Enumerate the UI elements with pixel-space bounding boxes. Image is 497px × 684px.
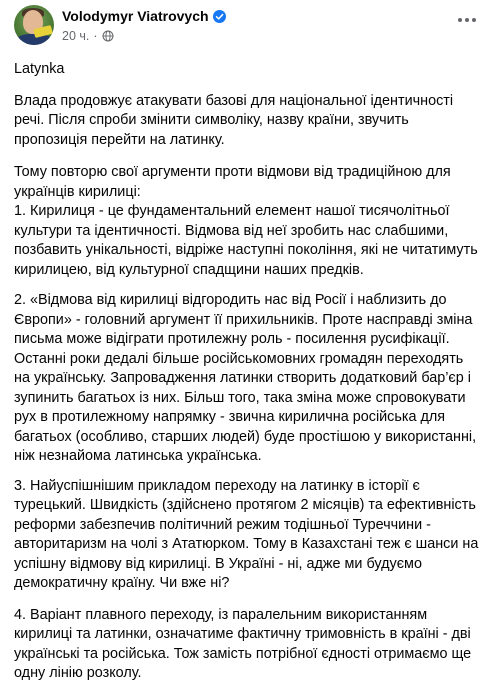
post-paragraph-point-1: 1. Кирилиця - це фундаментальний елемент нашої тисячолітньої культури та ідентичності. Відмова від неї зробить нас слабшими, позбавить унікальності, відріже наступні покоління, які не читатимуть кирилицею, від культурної спадщини наших предків. (14, 203, 478, 278)
post-body (14, 60, 483, 684)
meta-separator: · (93, 29, 98, 43)
post-paragraph-point-3: 3. Найуспішнішим прикладом переходу на латинку в історії є турецький. Швидкість (здійснено протягом 2 місяців) та ефективність реформи забезпечив політичний режим тодішньої Туреччини - авторитаризм на чолі з Ататюрком. Тому в Казахстані теж є шанси на успішну відмову від кирилиці. В Україні - ні, адже ми будуємо демократичну країну. Чи вже ні? (14, 477, 479, 591)
verified-badge-icon (213, 10, 226, 23)
post-paragraph-point-4: 4. Варіант плавного переходу, із паралельним використанням кирилиці та латинки, означатиме фактичну тримовність в країні - дві українські та російська. Тож замість потрібної єдності отримаємо ще одну лінію розколу. (14, 606, 472, 681)
author-name[interactable]: Volodymyr Viatrovych (62, 8, 209, 24)
post-options-button[interactable] (455, 8, 479, 32)
post-paragraph-point-2: 2. «Відмова від кирилиці відгородить нас від Росії і наблизить до Європи» - головний аргумент її прихильників. Проте насправді зміна письма може відіграти протилежну роль - посилення русифікації. Останні роки дедалі більше російськомовних громадян переходять на українську. Запровадження латинки створить додатковий бар’єр і зупинить багатьох із них. Більш того, така зміна може спровокувати рух в протилежному напрямку - звична кирилична російська для багатьох (особливо, старших людей) буде простішою у використанні, ніж незнайома латинська українська. (14, 292, 477, 464)
post-timestamp[interactable]: 20 ч. (62, 29, 90, 43)
post-title: Latynka (14, 61, 65, 77)
globe-icon[interactable] (102, 30, 114, 42)
post-header (14, 0, 483, 52)
post-paragraph-intro: Влада продовжує атакувати базові для національної ідентичності речі. Після спроби змінити символіку, назву країни, звучить пропозиція перейти на латинку. (14, 92, 454, 148)
post-paragraph-arguments-intro: Тому повторю свої аргументи проти відмови від традиційною для українців кирилиці: (14, 164, 451, 200)
more-horizontal-icon (457, 17, 477, 23)
post-meta (62, 7, 226, 44)
author-avatar[interactable] (14, 5, 54, 45)
